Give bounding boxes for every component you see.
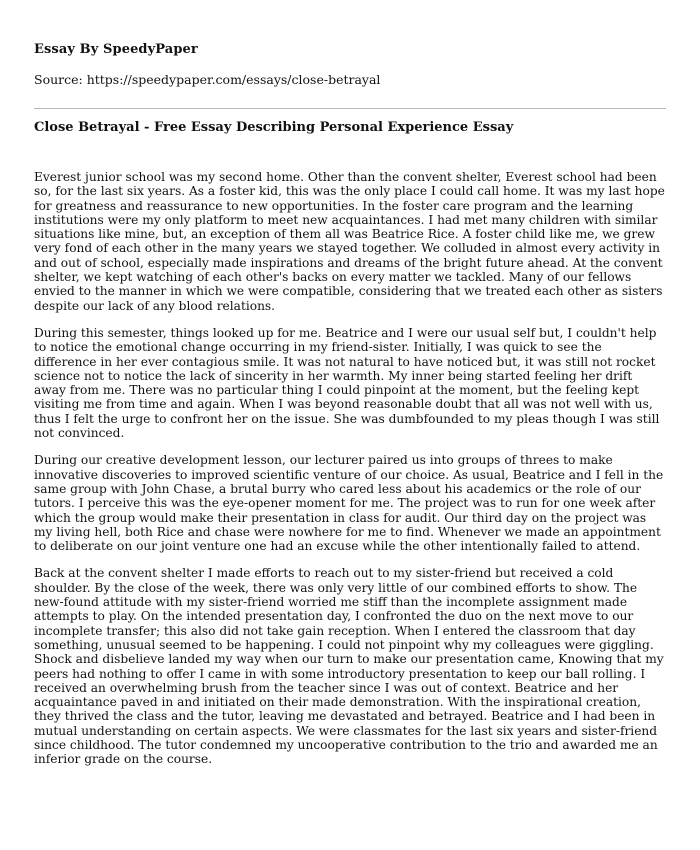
essay-paragraph-1: Everest junior school was my second home. Other than the convent shelter, Everest school had been so, for the last six years. As a foster kid, this was the only place I could call home. It was my last hope for greatness and reassurance to new opportunities. In the foster care program and the learning institutions were my only platform to meet new acquaintances. I had met many children with similar situations like mine, but, an exception of them all was Beatrice Rice. A foster child like me, we grew very fond of each other in the many years we stayed together. We colluded in almost every activity in and out of school, especially made inspirations and dreams of the bright future ahead. At the convent shelter, we kept watching of each other's backs on every matter we tackled. Many of our fellows envied to the manner in which we were compatible, considering that we treated each other as sisters despite our lack of any blood relations. (34, 170, 665, 313)
header-divider (34, 108, 666, 109)
essay-paragraph-4: Back at the convent shelter I made efforts to reach out to my sister-friend but received a cold shoulder. By the close of the week, there was only very little of our combined efforts to show. The new-found attitude with my sister-friend worried me stiff than the incomplete assignment made attempts to play. On the intended presentation day, I confronted the duo on the next move to our incomplete transfer; this also did not take gain reception. When I entered the classroom that day something, unusual seemed to be happening. I could not pinpoint why my colleagues were giggling. Shock and disbelieve landed my way when our turn to make our presentation came, Knowing that my peers had nothing to offer I came in with some introductory presentation to keep our ball rolling. I received an overwhelming brush from the teacher since I was out of context. Beatrice and her acquaintance paved in and initiated on their made demonstration. With the inspirational creation, they thrived the class and the tutor, leaving me devastated and betrayed. Beatrice and I had been in mutual understanding on certain aspects. We were classmates for the last six years and sister-friend since childhood. The tutor condemned my uncooperative contribution to the trio and awarded me an inferior grade on the course. (34, 566, 664, 767)
essay-paragraph-3: During our creative development lesson, our lecturer paired us into groups of threes to make innovative discoveries to improved scientific venture of our choice. As usual, Beatrice and I fell in the same group with John Chase, a brutal burry who cared less about his academics or the role of our tutors. I perceive this was the eye-opener moment for me. The project was to run for one week after which the group would make their presentation in class for audit. Our third day on the project was my living hell, both Rice and chase were nowhere for me to find. Whenever we made an appointment to deliberate on our joint venture one had an excuse while the other intentionally failed to attend. (34, 453, 664, 554)
source-line: Source: https://speedypaper.com/essays/close-betrayal (34, 72, 381, 87)
essay-paragraph-2: During this semester, things looked up for me. Beatrice and I were our usual self but, I couldn't help to notice the emotional change occurring in my friend-sister. Initially, I was quick to see the difference in her ever contagious smile. It was not natural to have noticed but, it was still not rocket science not to notice the lack of sincerity in her warmth. My inner being started feeling her drift away from me. There was no particular thing I could pinpoint at the moment, but the feeling kept visiting me from time and again. When I was beyond reasonable doubt that all was not well with us, thus I felt the urge to confront her on the issue. She was dumbfounded to my pleas though I was still not convinced. (34, 325, 660, 441)
brand-title: Essay By SpeedyPaper (34, 42, 198, 57)
essay-body (34, 170, 666, 780)
essay-title: Close Betrayal - Free Essay Describing Personal Experience Essay (34, 120, 514, 135)
